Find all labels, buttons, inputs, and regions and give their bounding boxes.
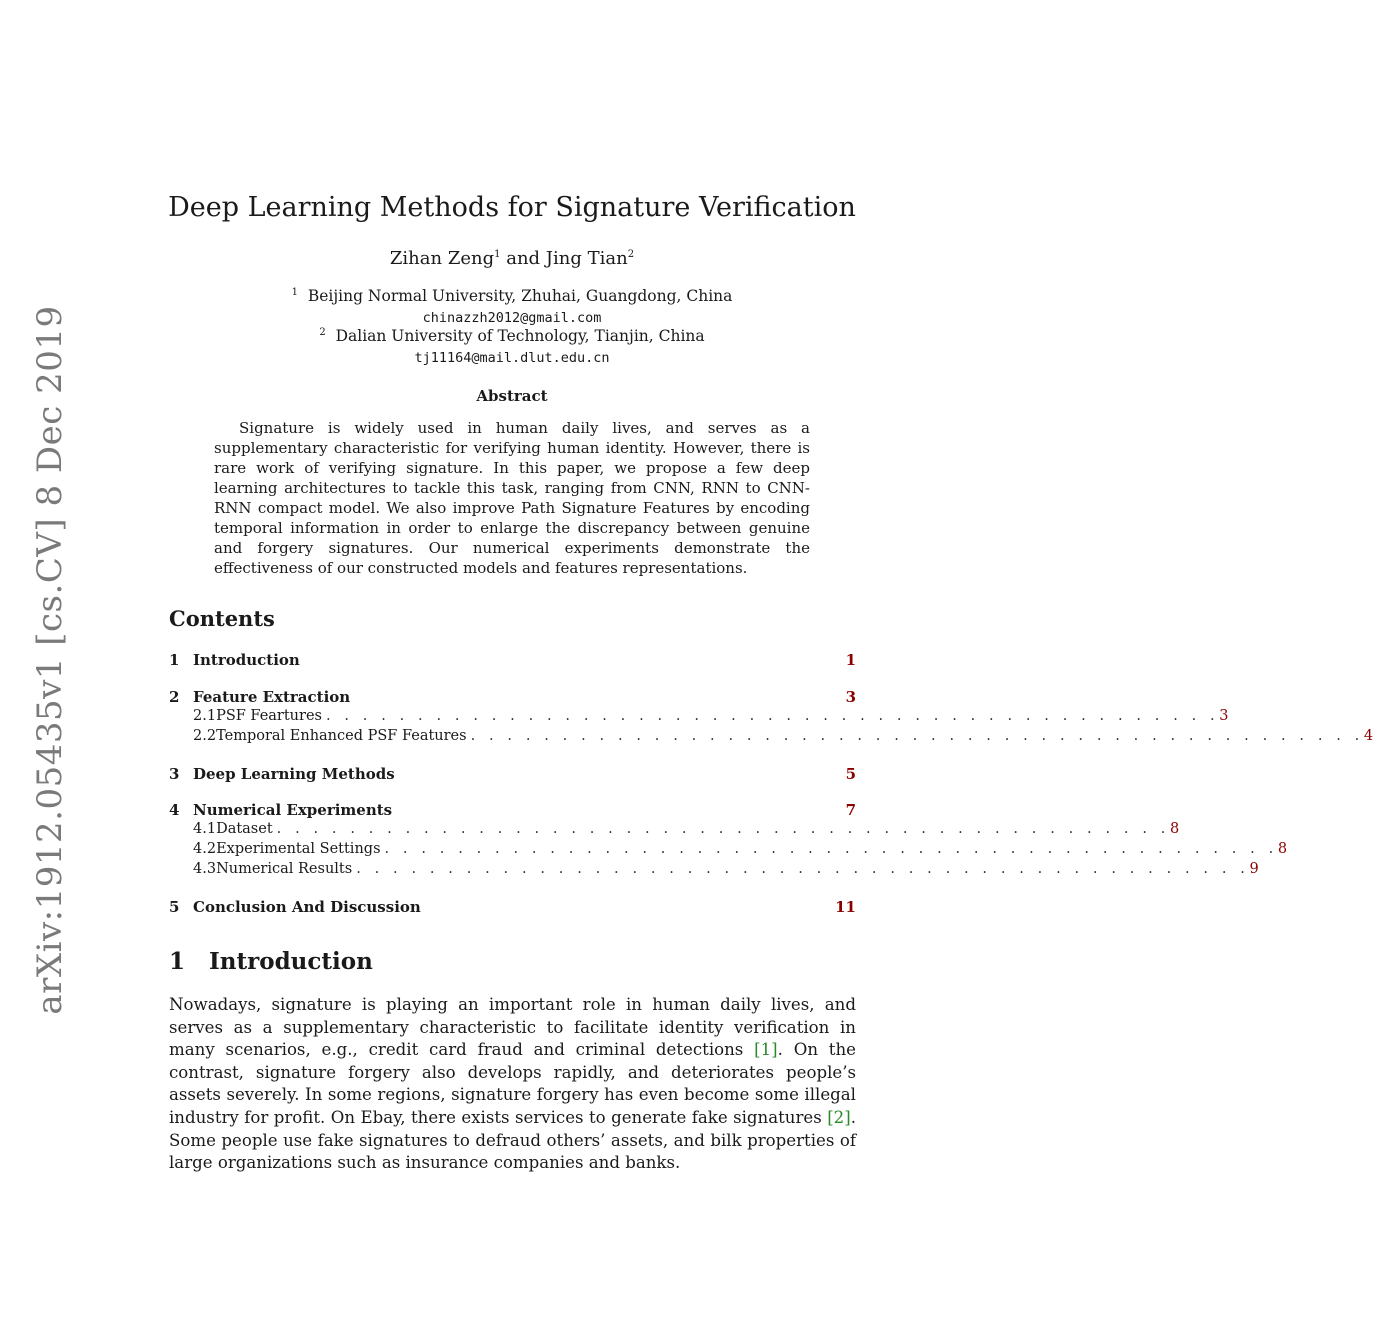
toc-page[interactable]: 5 — [845, 765, 856, 783]
section-number: 1 — [169, 948, 186, 975]
author-1: Zihan Zeng — [389, 248, 495, 269]
toc-num: 4.3 — [193, 861, 217, 877]
toc-entry[interactable] — [169, 688, 1373, 748]
toc-num: 4.1 — [193, 821, 217, 837]
authors — [0, 248, 1024, 269]
abstract-text: Signature is widely used in human daily lives, and serves as a supplementary characteristic for verifying human identity. However, there is rare work of verifying signature. In this paper, we propose a few deep learning architectures to tackle this task, ranging from CNN, RNN to CNN-RNN compact model. We also improve Path Signature Features by encoding temporal information in order to enlarge the discrepancy between genuine and forgery signatures. Our numerical experiments demonstrate the effectiveness of our constructed models and features representations. — [214, 419, 810, 577]
intro-text-1: Nowadays, signature is playing an important role in human daily lives, and serves as a supplementary characteristic to facilitate identity verification in many scenarios, e.g., credit card fraud and criminal detections — [169, 995, 856, 1060]
toc-leader: . . . . . . . . . . . . . . . . . . . . . . . . . . . . . . . . . . . . . . . . . . . . . . . . . — [325, 708, 1220, 724]
toc-entry[interactable] — [169, 801, 1288, 881]
affiliation-1-email[interactable]: chinazzh2012@gmail.com — [422, 310, 602, 326]
toc-page[interactable]: 8 — [1277, 841, 1288, 857]
toc-title: PSF Feartures — [216, 708, 322, 724]
toc-title: Introduction — [193, 651, 300, 669]
toc-leader: . . . . . . . . . . . . . . . . . . . . . . . . . . . . . . . . . . . . . . . . . . . . . . . . . — [356, 861, 1250, 877]
toc-num: 3 — [169, 765, 180, 783]
toc-page[interactable]: 3 — [845, 688, 856, 706]
abstract-heading: Abstract — [476, 387, 548, 405]
toc-subentry[interactable] — [169, 728, 1373, 748]
toc-title: Temporal Enhanced PSF Features — [216, 728, 467, 744]
affiliation-1-org: Beijing Normal University, Zhuhai, Guangdong, China — [307, 287, 733, 306]
toc-entry[interactable] — [169, 765, 856, 785]
toc-page[interactable]: 4 — [1363, 728, 1373, 744]
toc-subentry[interactable] — [169, 821, 1180, 841]
toc-title: Numerical Results — [216, 861, 353, 877]
toc-num: 2.1 — [193, 708, 217, 724]
toc-page[interactable]: 3 — [1219, 708, 1229, 724]
toc-title: Dataset — [216, 821, 273, 837]
toc-num: 5 — [169, 898, 180, 916]
toc-page[interactable]: 7 — [845, 801, 856, 819]
author-2: Jing Tian — [545, 248, 628, 269]
introduction-paragraph — [169, 994, 856, 1175]
toc-leader: . . . . . . . . . . . . . . . . . . . . . . . . . . . . . . . . . . . . . . . . . . . . . . . . . — [276, 821, 1170, 837]
toc-num: 2.2 — [193, 728, 217, 744]
toc-leader: . . . . . . . . . . . . . . . . . . . . . . . . . . . . . . . . . . . . . . . . . . . . . . . . . — [470, 728, 1364, 744]
toc-subentry[interactable] — [169, 708, 1229, 728]
toc-title: Conclusion And Discussion — [193, 898, 421, 916]
affiliation-2 — [0, 327, 1024, 345]
section-heading — [169, 948, 373, 975]
affiliation-1-mark: 1 — [291, 287, 298, 298]
affiliation-1 — [0, 287, 1024, 305]
toc-page[interactable]: 11 — [835, 898, 856, 916]
intro-text-3: . Some people use fake signatures to defraud others’ assets, and bilk properties of large organizations such as insurance companies and banks. — [169, 1107, 856, 1173]
toc-title: Numerical Experiments — [193, 801, 393, 819]
affiliation-2-mark: 2 — [319, 327, 326, 338]
author-connector: and — [500, 248, 546, 269]
toc-title: Experimental Settings — [216, 841, 381, 857]
toc-page[interactable]: 1 — [845, 651, 856, 669]
paper-title: Deep Learning Methods for Signature Verification — [168, 192, 856, 223]
toc-leader: . . . . . . . . . . . . . . . . . . . . . . . . . . . . . . . . . . . . . . . . . . . . . . . . . — [384, 841, 1278, 857]
arxiv-stamp: arXiv:1912.05435v1 [cs.CV] 8 Dec 2019 — [30, 305, 70, 1015]
toc-title: Feature Extraction — [193, 688, 351, 706]
toc-title: Deep Learning Methods — [193, 765, 395, 783]
toc-num: 4.2 — [193, 841, 217, 857]
toc-num: 1 — [169, 651, 180, 669]
toc-entry[interactable] — [169, 651, 856, 671]
citation-link[interactable]: [1] — [754, 1040, 778, 1060]
citation-link[interactable]: [2] — [827, 1107, 851, 1127]
toc-subentry[interactable] — [169, 861, 1259, 881]
toc-subentry[interactable] — [169, 841, 1288, 861]
toc-entry[interactable] — [169, 898, 856, 918]
section-title: Introduction — [209, 948, 373, 975]
toc-page[interactable]: 9 — [1249, 861, 1259, 877]
toc-num: 2 — [169, 688, 180, 706]
author-1-mark: 1 — [494, 249, 501, 260]
contents-heading: Contents — [169, 606, 275, 631]
author-2-mark: 2 — [627, 249, 635, 260]
toc-num: 4 — [169, 801, 180, 819]
affiliation-2-org: Dalian University of Technology, Tianjin, China — [335, 327, 705, 346]
toc-page[interactable]: 8 — [1169, 821, 1180, 837]
affiliation-2-email[interactable]: tj11164@mail.dlut.edu.cn — [414, 350, 610, 366]
intro-text-2: . On the contrast, signature forgery also develops rapidly, and deteriorates people’s assets severely. In some regions, signature forgery has even become some illegal industry for profit. On Ebay, there exists services to generate fake signatures — [169, 1040, 856, 1127]
